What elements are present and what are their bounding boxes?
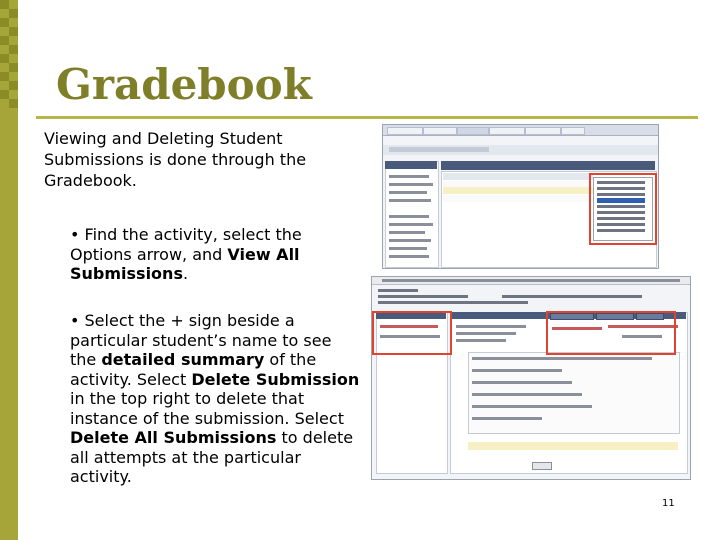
submissions-screenshot bbox=[371, 276, 691, 480]
bullet-select-student: • Select the + sign beside a particular student’s name to see the detailed summary of the activity. Select Delete Submission in the top right to delete that instance of the submission. Select Delete All Submissions to delete all attempts at the particular activity. bbox=[70, 311, 360, 486]
slide-title: Gradebook bbox=[56, 60, 312, 109]
checker-pattern bbox=[0, 0, 18, 108]
intro-text: Viewing and Deleting Student Submissions is done through the Gradebook. bbox=[44, 129, 307, 190]
gradebook-screenshot bbox=[382, 124, 659, 269]
highlight-student-row bbox=[372, 311, 452, 355]
bullet-find-activity: • Find the activity, select the Options arrow, and View All Submissions. bbox=[70, 225, 302, 283]
title-underline bbox=[36, 116, 698, 119]
screenshot-notice-strip bbox=[468, 442, 678, 450]
highlight-options-menu bbox=[589, 173, 657, 245]
highlight-delete-area bbox=[546, 311, 676, 355]
screenshot-close-button bbox=[532, 462, 552, 470]
screenshot-gradebook-header bbox=[441, 161, 655, 170]
screenshot-breadcrumb-text bbox=[389, 147, 489, 152]
screenshot-panel-header bbox=[385, 161, 437, 169]
screenshot-tabbar bbox=[383, 125, 658, 136]
slide-number: 11 bbox=[662, 498, 675, 509]
